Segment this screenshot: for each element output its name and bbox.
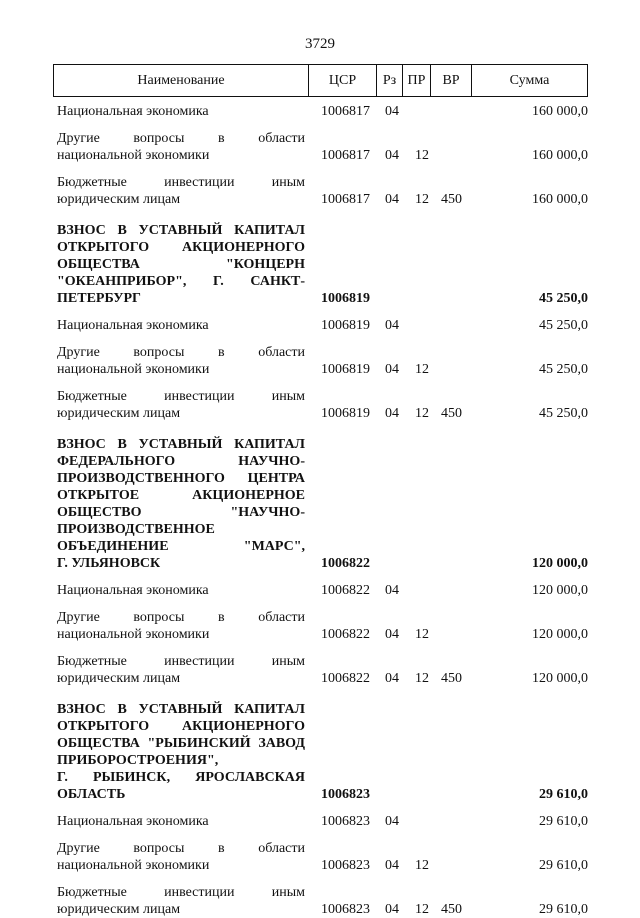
row-name-line: ОБЩЕСТВА "КОНЦЕРН [57, 257, 305, 272]
row-sum: 45 250,0 [539, 291, 588, 306]
page-number: 3729 [305, 36, 335, 52]
table-row [57, 317, 588, 334]
row-name-line: ПРОИЗВОДСТВЕННОЕ [57, 522, 215, 537]
row-vr: 450 [441, 192, 462, 207]
row-pr: 12 [415, 362, 429, 377]
row-name-line: Национальная экономика [57, 583, 209, 598]
row-name-line: юридическим лицам [57, 902, 181, 917]
row-name-line: Другие вопросы в области [57, 131, 305, 146]
row-name-line: ОТКРЫТОГО АКЦИОНЕРНОГО [57, 240, 305, 255]
row-vr: 450 [441, 406, 462, 421]
row-sum: 120 000,0 [532, 627, 588, 642]
row-name [57, 174, 305, 208]
row-name-line: ОТКРЫТОЕ АКЦИОНЕРНОЕ [57, 488, 305, 503]
table-row [57, 174, 588, 208]
row-csr: 1006823 [321, 787, 370, 802]
row-pr: 12 [415, 627, 429, 642]
row-name-line: национальной экономики [57, 627, 210, 642]
row-csr: 1006822 [321, 556, 370, 571]
row-name-line: ВЗНОС В УСТАВНЫЙ КАПИТАЛ [57, 702, 305, 717]
row-csr: 1006822 [321, 627, 370, 642]
row-name-line: Другие вопросы в области [57, 610, 305, 625]
row-sum: 29 610,0 [539, 858, 588, 873]
row-sum: 29 610,0 [539, 902, 588, 917]
row-name-line: юридическим лицам [57, 406, 181, 421]
row-csr: 1006822 [321, 671, 370, 686]
row-sum: 45 250,0 [539, 362, 588, 377]
row-name-line: национальной экономики [57, 362, 210, 377]
table-row [57, 103, 588, 120]
row-name [57, 884, 305, 918]
row-rz: 04 [385, 902, 399, 917]
row-pr: 12 [415, 858, 429, 873]
row-sum: 29 610,0 [539, 814, 588, 829]
row-name-line: ВЗНОС В УСТАВНЫЙ КАПИТАЛ [57, 437, 305, 452]
row-name [57, 609, 305, 643]
table-header [53, 64, 588, 97]
table-row-heading [57, 222, 588, 307]
row-sum: 45 250,0 [539, 406, 588, 421]
header-vr: ВР [442, 73, 460, 88]
row-name-line: "ОКЕАНПРИБОР", Г. САНКТ- [57, 274, 305, 289]
row-pr: 12 [415, 406, 429, 421]
row-csr: 1006823 [321, 902, 370, 917]
row-name-line: ФЕДЕРАЛЬНОГО НАУЧНО- [57, 454, 305, 469]
row-sum: 29 610,0 [539, 787, 588, 802]
row-name-line: Бюджетные инвестиции иным [57, 389, 305, 404]
row-name [57, 653, 305, 687]
table-row-heading [57, 701, 588, 803]
row-name-line: Г. РЫБИНСК, ЯРОСЛАВСКАЯ [57, 770, 305, 785]
row-rz: 04 [385, 671, 399, 686]
row-name-line: Другие вопросы в области [57, 841, 305, 856]
table-row [57, 609, 588, 643]
table-row [57, 130, 588, 164]
row-name [57, 582, 305, 599]
row-vr: 450 [441, 902, 462, 917]
header-csr: ЦСР [328, 73, 357, 88]
row-csr: 1006823 [321, 858, 370, 873]
row-rz: 04 [385, 148, 399, 163]
row-csr: 1006819 [321, 362, 370, 377]
row-name-line: Другие вопросы в области [57, 345, 305, 360]
row-csr: 1006817 [321, 148, 370, 163]
row-sum: 160 000,0 [532, 192, 588, 207]
row-rz: 04 [385, 814, 399, 829]
row-csr: 1006823 [321, 814, 370, 829]
row-rz: 04 [385, 362, 399, 377]
row-rz: 04 [385, 858, 399, 873]
row-sum: 160 000,0 [532, 148, 588, 163]
row-csr: 1006819 [321, 291, 370, 306]
row-rz: 04 [385, 104, 399, 119]
row-name [57, 436, 305, 572]
header-pr: ПР [407, 73, 426, 88]
table-body [57, 103, 588, 918]
row-sum: 120 000,0 [532, 583, 588, 598]
row-name-line: Бюджетные инвестиции иным [57, 654, 305, 669]
row-pr: 12 [415, 671, 429, 686]
row-name [57, 388, 305, 422]
row-name-line: ВЗНОС В УСТАВНЫЙ КАПИТАЛ [57, 223, 305, 238]
table-row [57, 813, 588, 830]
row-pr: 12 [415, 902, 429, 917]
row-name [57, 344, 305, 378]
table-row [57, 388, 588, 422]
row-name-line: Национальная экономика [57, 104, 209, 119]
row-rz: 04 [385, 583, 399, 598]
row-rz: 04 [385, 406, 399, 421]
row-pr: 12 [415, 192, 429, 207]
row-rz: 04 [385, 627, 399, 642]
row-name [57, 222, 305, 307]
row-name-line: Национальная экономика [57, 814, 209, 829]
row-name-line: ПРИБОРОСТРОЕНИЯ", [57, 753, 219, 768]
row-name-line: национальной экономики [57, 858, 210, 873]
row-vr: 450 [441, 671, 462, 686]
row-name-line: национальной экономики [57, 148, 210, 163]
row-pr: 12 [415, 148, 429, 163]
row-name [57, 130, 305, 164]
row-csr: 1006817 [321, 104, 370, 119]
row-name-line: ОТКРЫТОГО АКЦИОНЕРНОГО [57, 719, 305, 734]
header-sum: Сумма [509, 73, 550, 88]
row-name-line: юридическим лицам [57, 192, 181, 207]
row-name-line: Г. УЛЬЯНОВСК [57, 556, 161, 571]
header-name: Наименование [137, 73, 225, 88]
row-name [57, 317, 305, 334]
row-name-line: ОБЩЕСТВО "НАУЧНО- [57, 505, 305, 520]
row-name-line: ОБЩЕСТВА "РЫБИНСКИЙ ЗАВОД [57, 736, 305, 751]
table-row [57, 840, 588, 874]
row-sum: 120 000,0 [532, 671, 588, 686]
row-csr: 1006817 [321, 192, 370, 207]
row-csr: 1006822 [321, 583, 370, 598]
row-name-line: Бюджетные инвестиции иным [57, 885, 305, 900]
row-rz: 04 [385, 192, 399, 207]
row-name-line: Бюджетные инвестиции иным [57, 175, 305, 190]
header-rz: Рз [382, 73, 397, 88]
row-sum: 45 250,0 [539, 318, 588, 333]
row-rz: 04 [385, 318, 399, 333]
row-name-line: Национальная экономика [57, 318, 209, 333]
table-row [57, 653, 588, 687]
row-csr: 1006819 [321, 406, 370, 421]
row-name-line: ПРОИЗВОДСТВЕННОГО ЦЕНТРА [57, 471, 305, 486]
row-name [57, 103, 305, 120]
row-name [57, 813, 305, 830]
row-sum: 120 000,0 [532, 556, 588, 571]
row-sum: 160 000,0 [532, 104, 588, 119]
row-name-line: ПЕТЕРБУРГ [57, 291, 141, 306]
table-row [57, 884, 588, 918]
table-row-heading [57, 436, 588, 572]
row-name-line: ОБЪЕДИНЕНИЕ "МАРС", [57, 539, 305, 554]
row-name [57, 840, 305, 874]
table-row [57, 582, 588, 599]
row-csr: 1006819 [321, 318, 370, 333]
table-row [57, 344, 588, 378]
row-name [57, 701, 305, 803]
row-name-line: юридическим лицам [57, 671, 181, 686]
row-name-line: ОБЛАСТЬ [57, 787, 126, 802]
